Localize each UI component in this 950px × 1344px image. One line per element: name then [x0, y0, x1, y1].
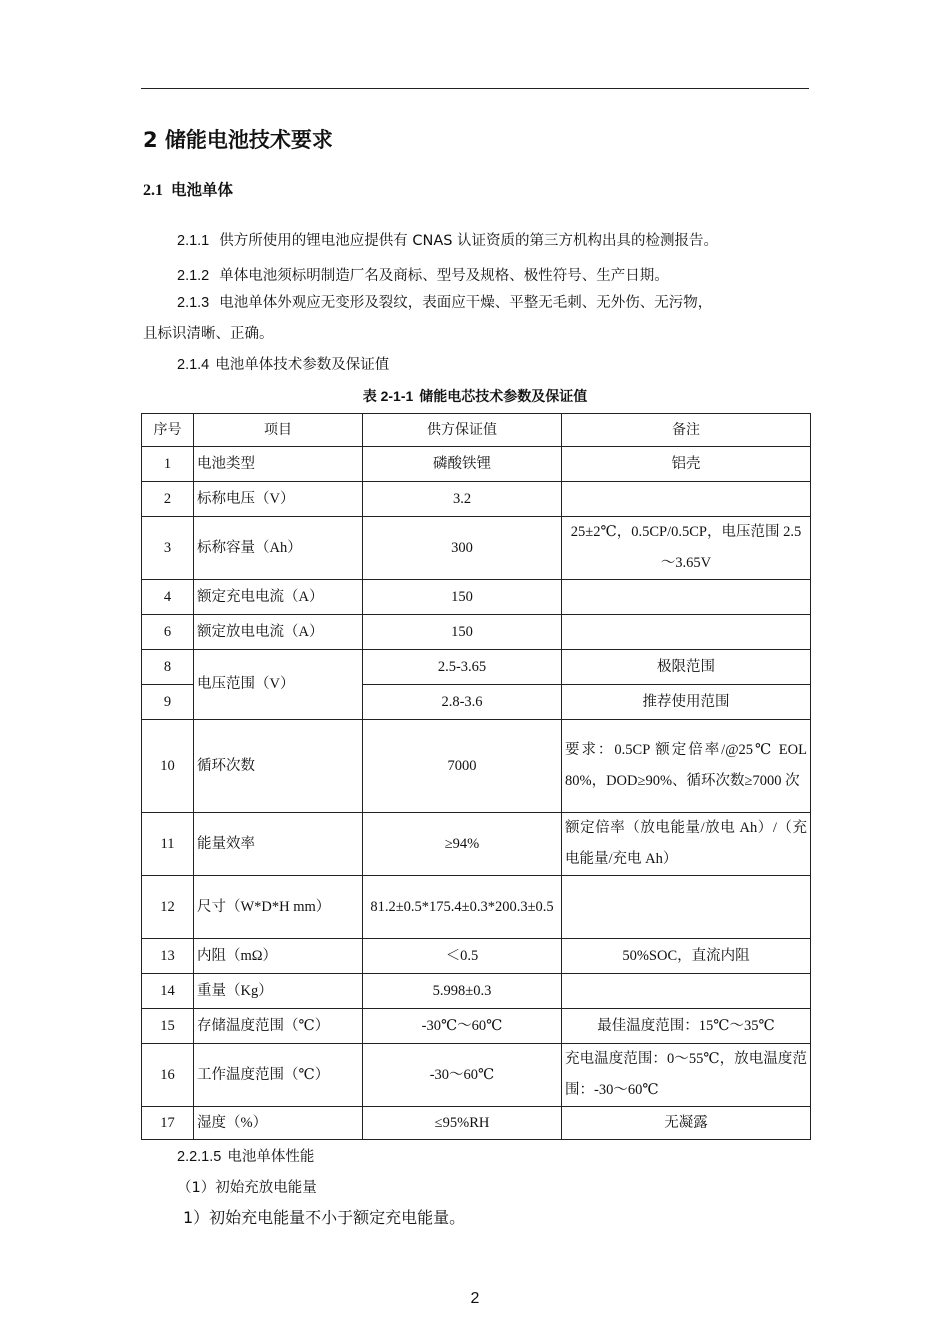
cell-value: ≥94% — [363, 813, 562, 876]
paragraph-2-2-1-5 — [177, 1147, 314, 1167]
cell-value: 3.2 — [363, 482, 562, 517]
header-value: 供方保证值 — [363, 414, 562, 447]
table-row — [142, 1044, 811, 1107]
cell-no: 9 — [142, 685, 194, 720]
cell-note — [562, 974, 811, 1009]
cell-value: ＜0.5 — [363, 939, 562, 974]
cell-no: 6 — [142, 615, 194, 650]
cell-note: 额定倍率（放电能量/放电 Ah）/（充电能量/充电 Ah） — [562, 813, 811, 876]
header-item: 项目 — [194, 414, 363, 447]
table-caption-text: 储能电芯技术参数及保证值 — [419, 389, 588, 405]
table-row — [142, 650, 811, 685]
cell-note: 无凝露 — [562, 1107, 811, 1140]
cell-note — [562, 580, 811, 615]
table-row — [142, 517, 811, 580]
clause-number: 2.1.2 — [177, 268, 210, 284]
cell-note: 50%SOC，直流内阻 — [562, 939, 811, 974]
cell-value: 5.998±0.3 — [363, 974, 562, 1009]
paragraph-2-1-3-cont — [143, 324, 274, 344]
cell-value: -30～60℃ — [363, 1044, 562, 1107]
paragraph-item-1 — [177, 1178, 317, 1198]
table-row — [142, 974, 811, 1009]
cell-no: 14 — [142, 974, 194, 1009]
clause-number: 2.2.1.5 — [177, 1149, 222, 1165]
cell-value: 300 — [363, 517, 562, 580]
section-heading: 2 储能电池技术要求 — [143, 128, 333, 152]
cell-item: 额定放电电流（A） — [194, 615, 363, 650]
cell-item: 循环次数 — [194, 720, 363, 813]
cell-no: 17 — [142, 1107, 194, 1140]
cell-no: 2 — [142, 482, 194, 517]
paragraph-2-1-1 — [177, 231, 718, 251]
cell-note: 最佳温度范围：15℃～35℃ — [562, 1009, 811, 1044]
cell-value: 2.5-3.65 — [363, 650, 562, 685]
cell-note: 极限范围 — [562, 650, 811, 685]
cell-no: 13 — [142, 939, 194, 974]
cell-item: 湿度（%） — [194, 1107, 363, 1140]
cell-value: ≤95%RH — [363, 1107, 562, 1140]
table-caption-number: 表 2-1-1 — [362, 388, 414, 404]
cell-no: 4 — [142, 580, 194, 615]
cell-no: 15 — [142, 1009, 194, 1044]
paragraph-2-1-2 — [177, 266, 669, 286]
cell-no: 3 — [142, 517, 194, 580]
table-row — [142, 939, 811, 974]
cell-no: 1 — [142, 447, 194, 482]
header-no: 序号 — [142, 414, 194, 447]
clause-number: 2.1.3 — [177, 295, 210, 311]
clause-text: 1）初始充电能量不小于额定充电能量。 — [183, 1208, 466, 1227]
cell-value: 81.2±0.5*175.4±0.3*200.3±0.5 — [363, 876, 562, 939]
clause-text: 且标识清晰、正确。 — [143, 326, 274, 342]
cell-no: 10 — [142, 720, 194, 813]
paragraph-2-1-3 — [177, 293, 712, 313]
cell-item: 存储温度范围（℃） — [194, 1009, 363, 1044]
cell-item: 标称容量（Ah） — [194, 517, 363, 580]
cell-item: 能量效率 — [194, 813, 363, 876]
clause-text: 供方所使用的锂电池应提供有 CNAS 认证资质的第三方机构出具的检测报告。 — [219, 233, 719, 249]
cell-note: 充电温度范围：0～55℃，放电温度范围：-30～60℃ — [562, 1044, 811, 1107]
spec-table — [141, 413, 811, 1140]
clause-text: 电池单体性能 — [227, 1149, 315, 1165]
table-row — [142, 615, 811, 650]
cell-note — [562, 615, 811, 650]
cell-no: 12 — [142, 876, 194, 939]
cell-note: 推荐使用范围 — [562, 685, 811, 720]
cell-item: 尺寸（W*D*H mm） — [194, 876, 363, 939]
table-row — [142, 1107, 811, 1140]
table-row — [142, 1009, 811, 1044]
cell-item: 标称电压（V） — [194, 482, 363, 517]
cell-note — [562, 876, 811, 939]
table-row — [142, 482, 811, 517]
subsection-heading — [143, 178, 233, 200]
cell-value: 150 — [363, 580, 562, 615]
table-header-row — [142, 414, 811, 447]
cell-value: 2.8-3.6 — [363, 685, 562, 720]
clause-text: （1）初始充放电能量 — [177, 1180, 317, 1196]
cell-value: -30℃～60℃ — [363, 1009, 562, 1044]
cell-item: 额定充电电流（A） — [194, 580, 363, 615]
cell-value: 150 — [363, 615, 562, 650]
cell-item: 电压范围（V） — [194, 650, 363, 720]
cell-item: 电池类型 — [194, 447, 363, 482]
cell-item: 重量（Kg） — [194, 974, 363, 1009]
cell-note: 要求：0.5CP 额定倍率/@25℃ EOL 80%，DOD≥90%、循环次数≥7000 次 — [562, 720, 811, 813]
table-row — [142, 580, 811, 615]
table-row — [142, 876, 811, 939]
cell-item: 工作温度范围（℃） — [194, 1044, 363, 1107]
cell-note: 铝壳 — [562, 447, 811, 482]
table-row — [142, 447, 811, 482]
cell-no: 16 — [142, 1044, 194, 1107]
cell-no: 8 — [142, 650, 194, 685]
paragraph-item-1-1 — [183, 1207, 465, 1229]
page-number: 2 — [470, 1290, 480, 1307]
cell-value: 7000 — [363, 720, 562, 813]
cell-note: 25±2℃，0.5CP/0.5CP，电压范围 2.5～3.65V — [562, 517, 811, 580]
table-row — [142, 720, 811, 813]
header-rule — [141, 88, 809, 89]
cell-value: 磷酸铁锂 — [363, 447, 562, 482]
clause-number: 2.1.4 — [177, 357, 210, 373]
cell-note — [562, 482, 811, 517]
clause-number: 2.1.1 — [177, 233, 210, 249]
paragraph-2-1-4 — [177, 355, 389, 375]
table-row — [142, 813, 811, 876]
cell-no: 11 — [142, 813, 194, 876]
subsection-number: 2.1 — [143, 182, 163, 199]
table-caption — [0, 386, 950, 406]
cell-item: 内阻（mΩ） — [194, 939, 363, 974]
clause-text: 电池单体外观应无变形及裂纹，表面应干燥、平整无毛刺、无外伤、无污物， — [219, 295, 713, 311]
clause-text: 电池单体技术参数及保证值 — [215, 357, 390, 373]
clause-text: 单体电池须标明制造厂名及商标、型号及规格、极性符号、生产日期。 — [219, 268, 669, 284]
header-note: 备注 — [562, 414, 811, 447]
subsection-title: 电池单体 — [171, 181, 234, 199]
